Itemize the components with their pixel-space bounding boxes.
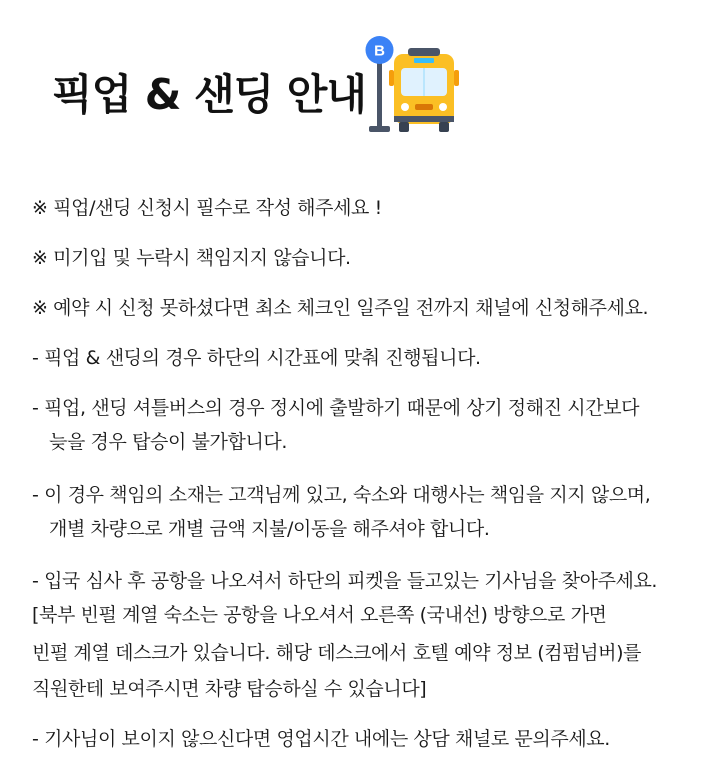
bus-headlight-right <box>439 103 447 111</box>
rule-shuttle-departure: - 픽업, 샌딩 셔틀버스의 경우 정시에 출발하기 때문에 상기 정해진 시간보다 <box>32 397 640 419</box>
bus-destination-display <box>414 58 434 63</box>
bus-headlight-left <box>401 103 409 111</box>
rule-responsibility: - 이 경우 책임의 소재는 고객님께 있고, 숙소와 대행사는 책임을 지지 않으며, <box>32 484 651 506</box>
rule-show-staff: 직원한테 보여주시면 차량 탑승하실 수 있습니다] <box>32 678 427 700</box>
rule-timetable: - 픽업 & 샌딩의 경우 하단의 시간표에 맞춰 진행됩니다. <box>32 347 481 369</box>
stop-pole <box>377 56 382 128</box>
bus-mirror-left <box>389 70 394 86</box>
bus-roof-sign <box>408 48 440 56</box>
rule-vinpearl-desk-cont: 빈펄 계열 데스크가 있습니다. 해당 데스크에서 호텔 예약 정보 (컴펌넘버)를 <box>32 642 642 664</box>
rule-vinpearl-desk: [북부 빈펄 계열 숙소는 공항을 나오셔서 오른쪽 (국내선) 방향으로 가면 <box>32 604 607 626</box>
notice-missing: ※ 미기입 및 누락시 책임지지 않습니다. <box>32 247 351 269</box>
notice-apply-before: ※ 예약 시 신청 못하셨다면 최소 체크인 일주일 전까지 채널에 신청해주세요. <box>32 297 649 319</box>
bus-wheel-left <box>399 122 409 132</box>
bus-grille <box>415 104 433 110</box>
page-title: 픽업 & 샌딩 안내 <box>52 70 366 119</box>
rule-responsibility-cont: 개별 차량으로 개별 금액 지불/이동을 해주셔야 합니다. <box>49 518 490 540</box>
rule-find-driver: - 입국 심사 후 공항을 나오셔서 하단의 피켓을 들고있는 기사님을 찾아주세요. <box>32 570 658 592</box>
bus-stop-icon <box>358 34 466 136</box>
rule-contact-channel: - 기사님이 보이지 않으신다면 영업시간 내에는 상담 채널로 문의주세요. <box>32 728 610 750</box>
stop-sign-letter: B <box>374 42 385 60</box>
notice-required: ※ 픽업/샌딩 신청시 필수로 작성 해주세요 ! <box>32 197 382 219</box>
bus-bumper <box>394 116 454 122</box>
rule-shuttle-departure-cont: 늦을 경우 탑승이 불가합니다. <box>49 431 288 453</box>
stop-base <box>369 126 390 132</box>
bus-mirror-right <box>454 70 459 86</box>
bus-wheel-right <box>439 122 449 132</box>
